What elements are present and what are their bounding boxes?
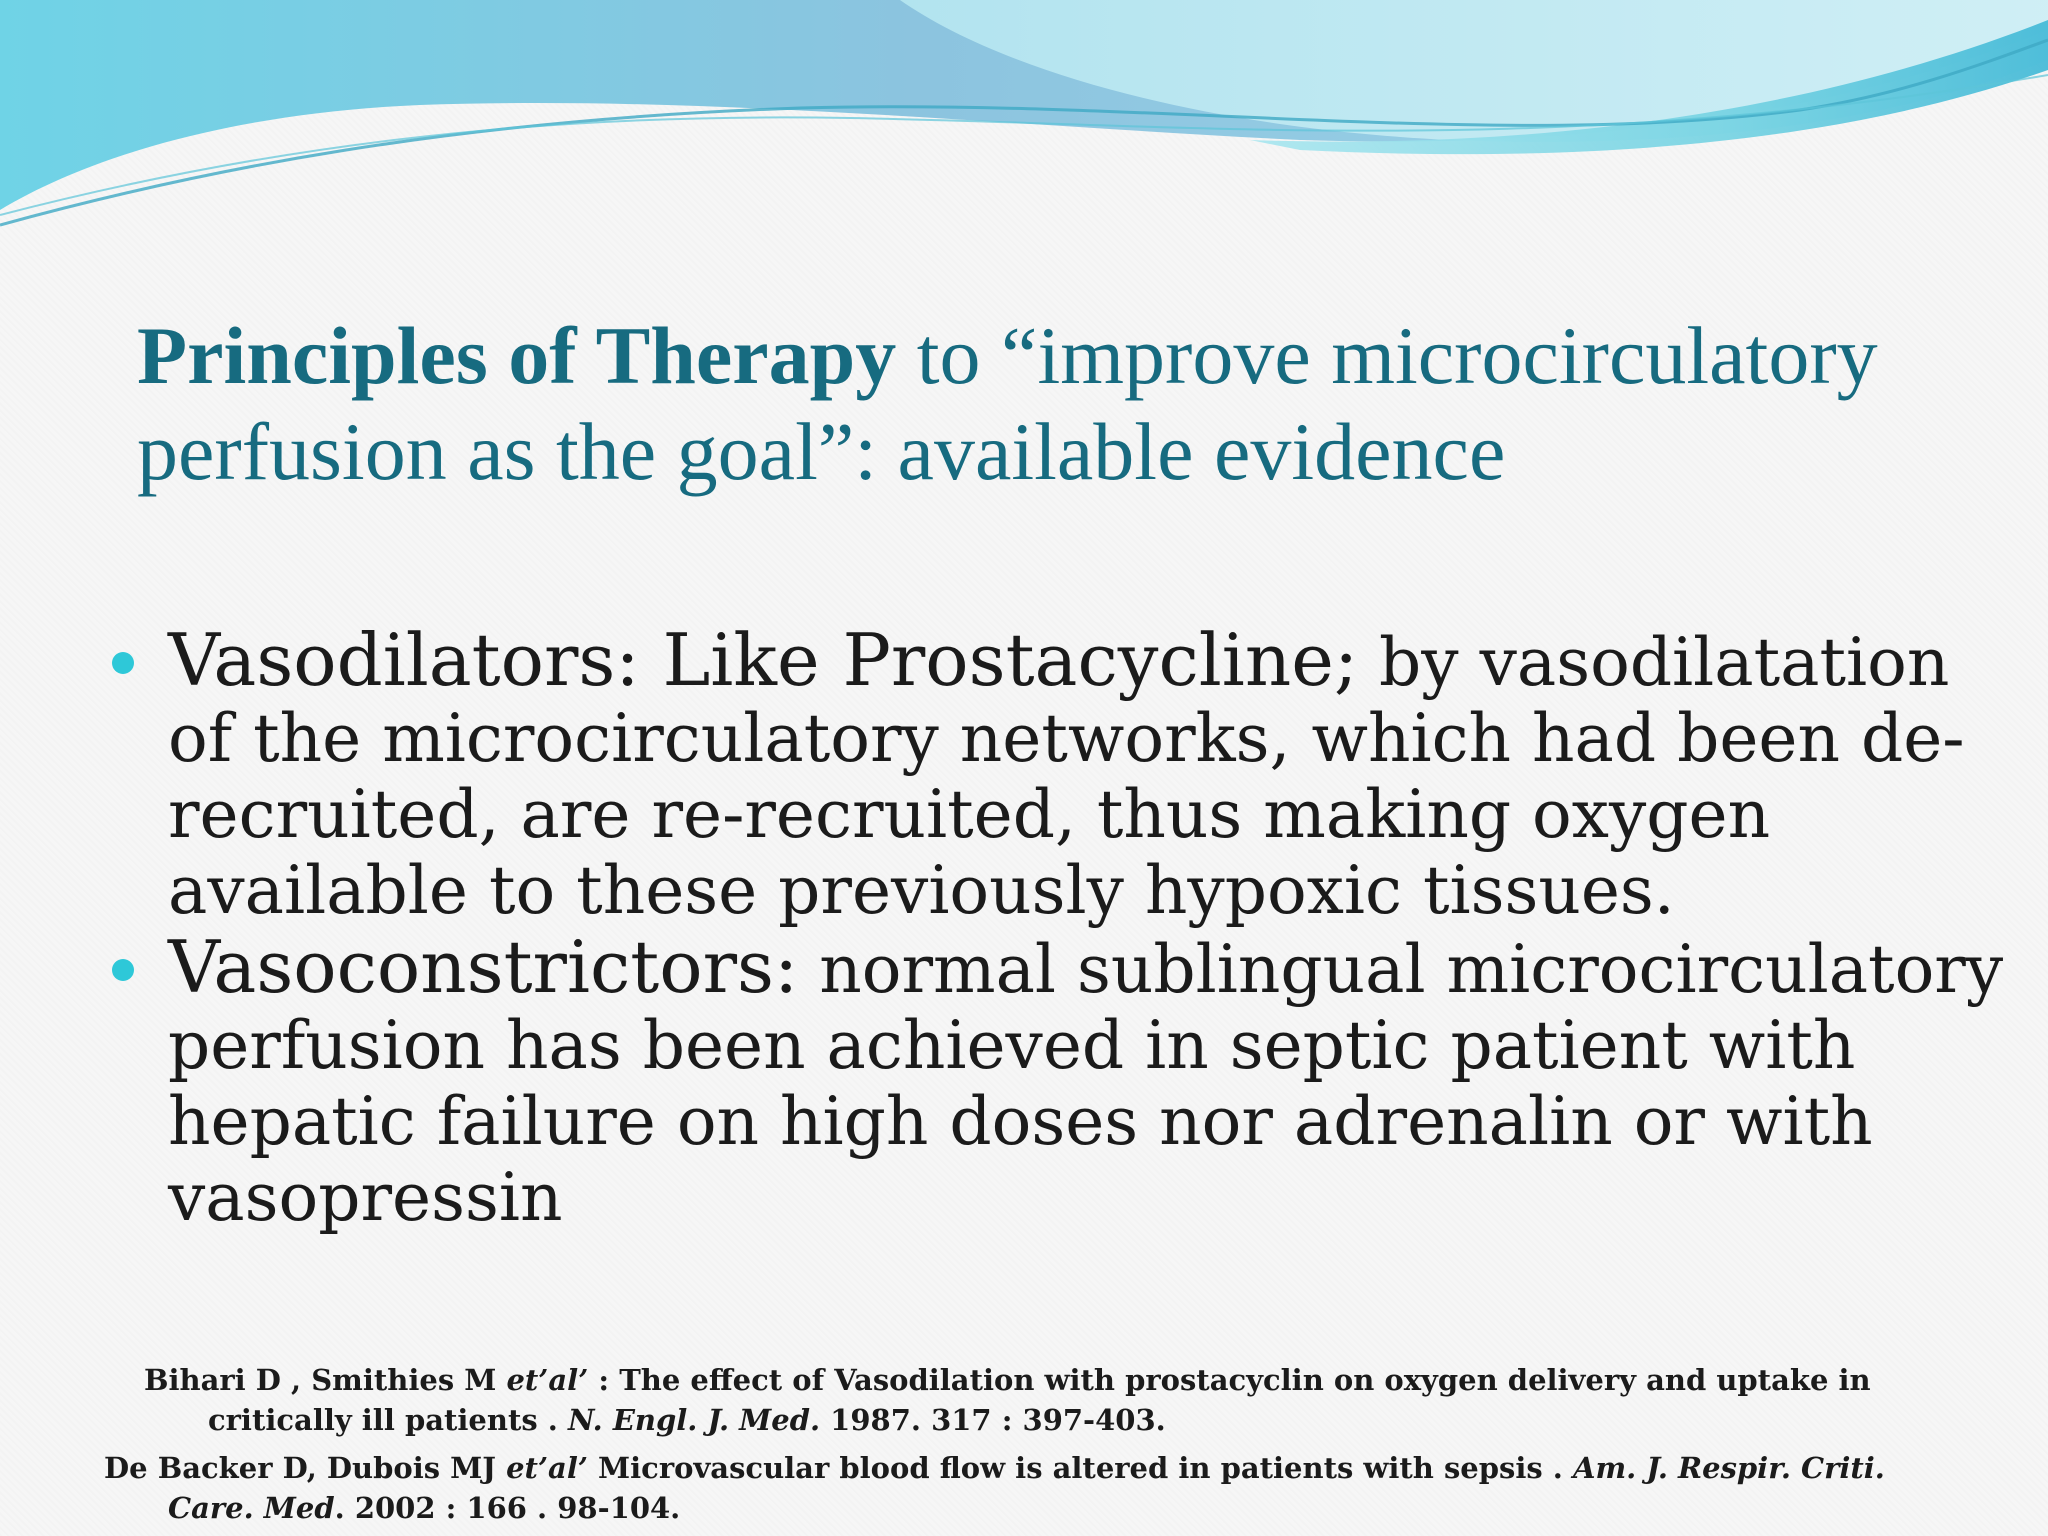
reference-citation: 1987. 317 : 397-403. [820, 1403, 1166, 1437]
reference-citation: . 2002 : 166 . 98-104. [334, 1491, 681, 1525]
bullet-lead: Vasodilators: Like Prostacycline; [168, 618, 1359, 702]
bullet-list [108, 618, 2008, 1236]
bullet-item-vasodilators [108, 618, 2008, 929]
reference-authors: Bihari D , Smithies M [144, 1363, 507, 1397]
reference-etal: et’al’ [506, 1363, 589, 1397]
bullet-lead: Vasoconstrictors: [168, 925, 799, 1009]
reference-journal-cont: Care. Med [168, 1491, 335, 1525]
references [104, 1360, 2004, 1528]
reference-title: : The effect of Vasodilation with prostacyclin on oxygen delivery and uptake in [588, 1363, 1871, 1397]
bullet-text: by vasodilatation of the microcirculatory networks, which had been de-recruited, are re-recruited, thus making oxygen available to these previously hypoxic tissues. [168, 624, 1965, 929]
slide-title-bold: Principles of Therapy [137, 310, 897, 401]
slide-title-rest: to “improve microcirculatory perfusion as the goal”: available evidence [137, 310, 1878, 497]
reference-title-cont: critically ill patients . [208, 1403, 568, 1437]
header-wave-decoration [0, 0, 2048, 240]
reference-journal: Am. J. Respir. Criti. [1572, 1451, 1885, 1485]
slide-title [137, 308, 1937, 500]
bullet-marker [112, 959, 134, 981]
bullet-item-vasoconstrictors [108, 925, 2008, 1236]
reference-item [104, 1448, 2004, 1528]
reference-continuation [144, 1400, 2004, 1440]
reference-authors: De Backer D, Dubois MJ [104, 1451, 507, 1485]
reference-item [104, 1360, 2004, 1440]
reference-etal: et’al’ [506, 1451, 588, 1485]
bullet-text: normal sublingual microcirculatory perfusion has been achieved in septic patient with hepatic failure on high doses nor adrenalin or with vasopressin [168, 931, 2004, 1236]
reference-journal: N. Engl. J. Med. [567, 1403, 821, 1437]
reference-continuation [104, 1488, 2004, 1528]
reference-title: Microvascular blood flow is altered in patients with sepsis . [587, 1451, 1573, 1485]
bullet-marker [112, 652, 134, 674]
